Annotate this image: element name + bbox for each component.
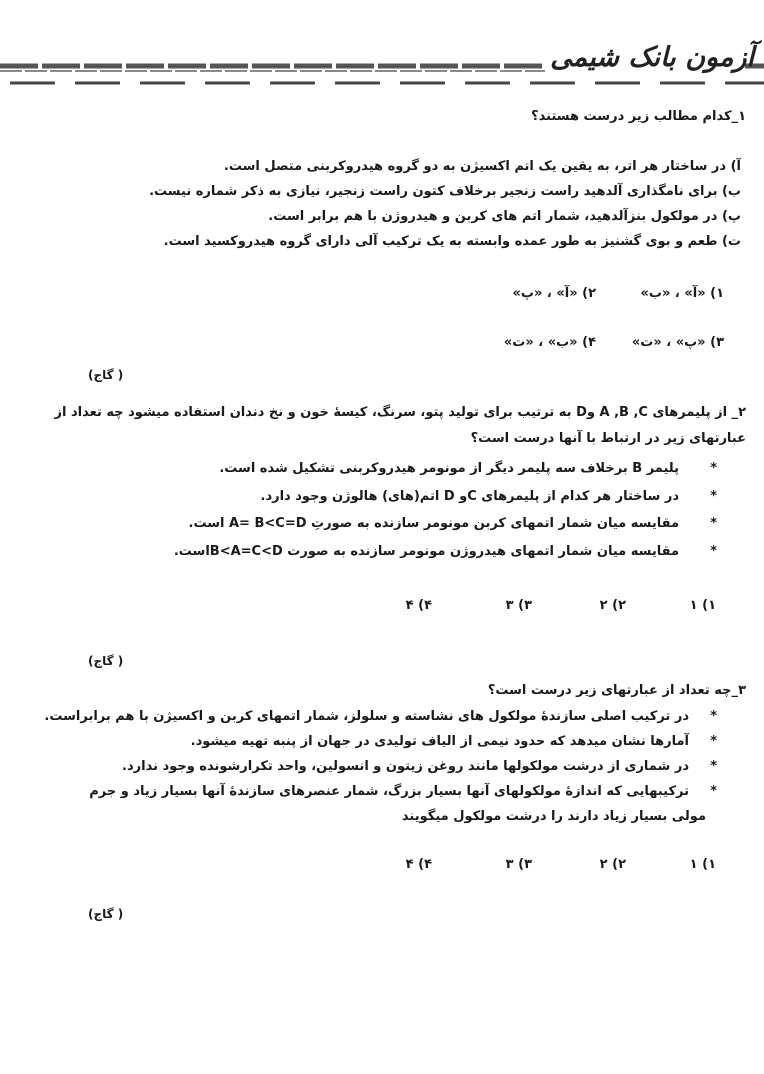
q2-item-4: مقایسه میان شمار اتمهای هیدروژن مونومر سازنده به صورت B<A=C<Dاست.: [173, 544, 679, 559]
q1-statement-a: آ) در ساختار هر اتر، به یقین یک اتم اکسیژن به دو گروه هیدروکربنی متصل است.: [223, 159, 741, 174]
q3-option-1[interactable]: ۱) ۱: [689, 857, 716, 872]
q1-statement-t: ت) طعم و بوی گشنیز به طور عمده وابسته به یک ترکیب آلی دارای گروه هیدروکسید است.: [163, 234, 741, 249]
q2-item-1: پلیمر B برخلاف سه پلیمر دیگر از مونومر هیدروکربنی تشکیل شده است.: [219, 461, 679, 476]
q3-option-3[interactable]: ۳) ۳: [505, 857, 532, 872]
q3-item-1: در ترکیب اصلی سازندهٔ مولکول های نشاسته و سلولز، شمار اتمهای کربن و اکسیژن با هم برابراست.: [44, 709, 689, 724]
bullet-star: *: [710, 489, 717, 504]
header-logo: آزمون بانک شیمی: [550, 42, 754, 73]
q2-item-2: در ساختار هر کدام از پلیمرهای Cو D اتم(های) هالوژن وجود دارد.: [260, 489, 679, 504]
q2-option-4[interactable]: ۴) ۴: [405, 598, 432, 613]
q1-statement-b: ب) برای نامگذاری آلدهید راست زنجیر برخلاف کتون راست زنجیر، نیازی به ذکر شماره نیست.: [149, 184, 741, 199]
question-2-title-cont: عبارتهای زیر در ارتباط با آنها درست است؟: [470, 431, 746, 446]
q2-option-1[interactable]: ۱) ۱: [689, 598, 716, 613]
q2-option-2[interactable]: ۲) ۲: [599, 598, 626, 613]
q1-statement-p: پ) در مولکول بنزآلدهید، شمار اتم های کربن و هیدروژن با هم برابر است.: [268, 209, 741, 224]
question-2-title: ۲_ از پلیمرهای A ,B ,C وD به ترتیب برای تولید پتو، سرنگ، کیسهٔ خون و نخ دندان استفاده میشود چه تعداد از: [54, 405, 746, 420]
page-header: [0, 30, 764, 100]
q3-item-4: ترکیبهایی که اندازهٔ مولکولهای آنها بسیار بزرگ، شمار عنصرهای سازندهٔ آنها بسیار زیاد و جرم: [89, 784, 689, 799]
bullet-star: *: [710, 759, 717, 774]
q3-item-4-cont: مولی بسیار زیاد دارند را درشت مولکول میگویند: [401, 809, 706, 824]
bullet-star: *: [710, 709, 717, 724]
q3-source: ( گاج): [88, 907, 124, 921]
bullet-star: *: [710, 784, 717, 799]
bullet-star: *: [710, 734, 717, 749]
question-3-title: ۳_چه تعداد از عبارتهای زیر درست است؟: [487, 683, 746, 698]
question-1-title: ۱_کدام مطالب زیر درست هستند؟: [531, 109, 746, 124]
q3-option-2[interactable]: ۲) ۲: [599, 857, 626, 872]
q1-option-4[interactable]: ۴) «ب» ، «ت»: [503, 335, 596, 350]
q1-option-1[interactable]: ۱) «آ» ، «ب»: [640, 286, 724, 301]
q3-item-3: در شماری از درشت مولکولها مانند روغن زیتون و انسولین، واحد تکرارشونده وجود ندارد.: [122, 759, 689, 774]
bullet-star: *: [710, 544, 717, 559]
q3-item-2: آمارها نشان میدهد که حدود نیمی از الیاف تولیدی در جهان از پنبه تهیه میشود.: [190, 734, 689, 749]
q2-source: ( گاج): [88, 654, 124, 668]
q2-option-3[interactable]: ۳) ۳: [505, 598, 532, 613]
q1-source: ( گاج): [88, 368, 124, 382]
q1-option-3[interactable]: ۳) «پ» ، «ت»: [631, 335, 724, 350]
q1-option-2[interactable]: ۲) «آ» ، «پ»: [512, 286, 596, 301]
q3-option-4[interactable]: ۴) ۴: [405, 857, 432, 872]
q2-item-3: مقایسه میان شمار اتمهای کربن مونومر سازنده به صورتِ A= B<C=D است.: [188, 516, 679, 531]
bullet-star: *: [710, 461, 717, 476]
bullet-star: *: [710, 516, 717, 531]
